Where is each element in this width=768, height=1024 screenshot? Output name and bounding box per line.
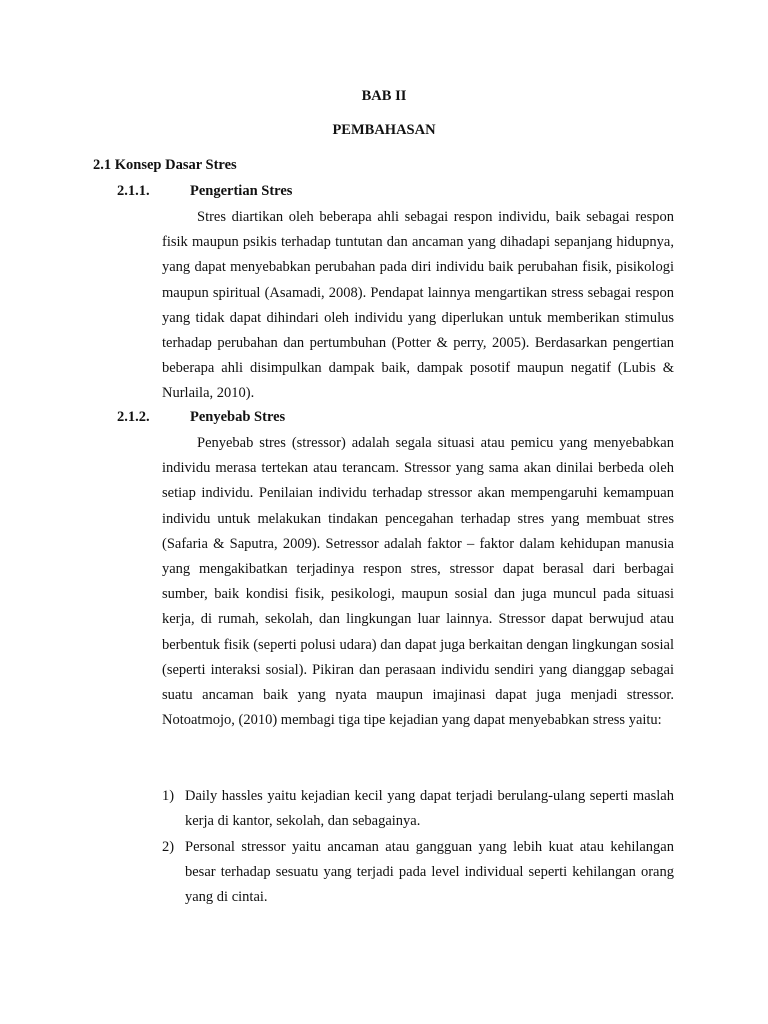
list-item [162, 835, 674, 911]
paragraph-definition: Stres diartikan oleh beberapa ahli sebagai respon individu, baik sebagai respon fisik maupun psikis terhadap tuntutan dan ancaman yang dihadapi sepanjang hidupnya, yang dapat menyebabkan perubahan pada diri individu baik perubahan fisik, pisikologi maupun spiritual (Asamadi, 2008). Pendapat lainnya mengartikan stress sebagai respon yang tidak dapat dihindari oleh individu yang diperlukan untuk memberikan stimulus terhadap perubahan dan pertumbuhan (Potter & perry, 2005). Berdasarkan pengertian beberapa ahli disimpulkan dampak baik, dampak posotif maupun negatif (Lubis & Nurlaila, 2010). [162, 209, 674, 402]
subsection-heading-definition [117, 183, 292, 200]
subsection-title: Penyebab Stres [190, 409, 286, 425]
list-marker: 1) [162, 788, 175, 804]
subsection-number: 2.1.2. [117, 409, 150, 425]
subsection-title: Pengertian Stres [190, 183, 293, 199]
list-item-text: Daily hassles yaitu kejadian kecil yang dapat terjadi berulang-ulang seperti maslah kerja di kantor, sekolah, dan sebagainya. [185, 788, 674, 830]
chapter-title: PEMBAHASAN [332, 122, 436, 138]
list-marker: 2) [162, 838, 175, 855]
section-heading: 2.1 Konsep Dasar Stres [93, 157, 237, 173]
stressor-type-list [162, 784, 674, 911]
paragraph-causes: Penyebab stres (stressor) adalah segala situasi atau pemicu yang menyebabkan individu merasa tertekan atau terancam. Stressor yang sama akan dinilai berbeda oleh setiap individu. Penilaian individu terhadap stressor akan mempengaruhi kemampuan individu untuk melakukan tindakan pencegahan terhadap stres yang membuat stres (Safaria & Saputra, 2009). Setressor adalah faktor – faktor dalam kehidupan manusia yang mengakibatkan terjadinya respon stres, stressor dapat berasal dari berbagai sumber, baik kondisi fisik, pesikologi, maupun sosial dan juga muncul pada situasi kerja, di rumah, sekolah, dan lingkungan luar lainnya. Stressor dapat berwujud atau berbentuk fisik (seperti polusi udara) dan dapat juga berkaitan dengan lingkungan sosial (seperti interaksi sosial). Pikiran dan perasaan individu sendiri yang dianggap sebagai suatu ancaman baik yang nyata maupun imajinasi dapat juga menjadi stressor. Notoatmojo, (2010) membagi tiga tipe kejadian yang dapat menyebabkan stress yaitu: [162, 435, 674, 729]
list-item-text: Personal stressor yaitu ancaman atau gangguan yang lebih kuat atau kehilangan besar terhadap sesuatu yang terjadi pada level individual seperti kehilangan orang yang di cintai. [185, 838, 674, 906]
subsection-number: 2.1.1. [117, 183, 150, 199]
list-item [162, 784, 674, 834]
chapter-number: BAB II [361, 88, 407, 104]
subsection-heading-causes [117, 409, 285, 426]
